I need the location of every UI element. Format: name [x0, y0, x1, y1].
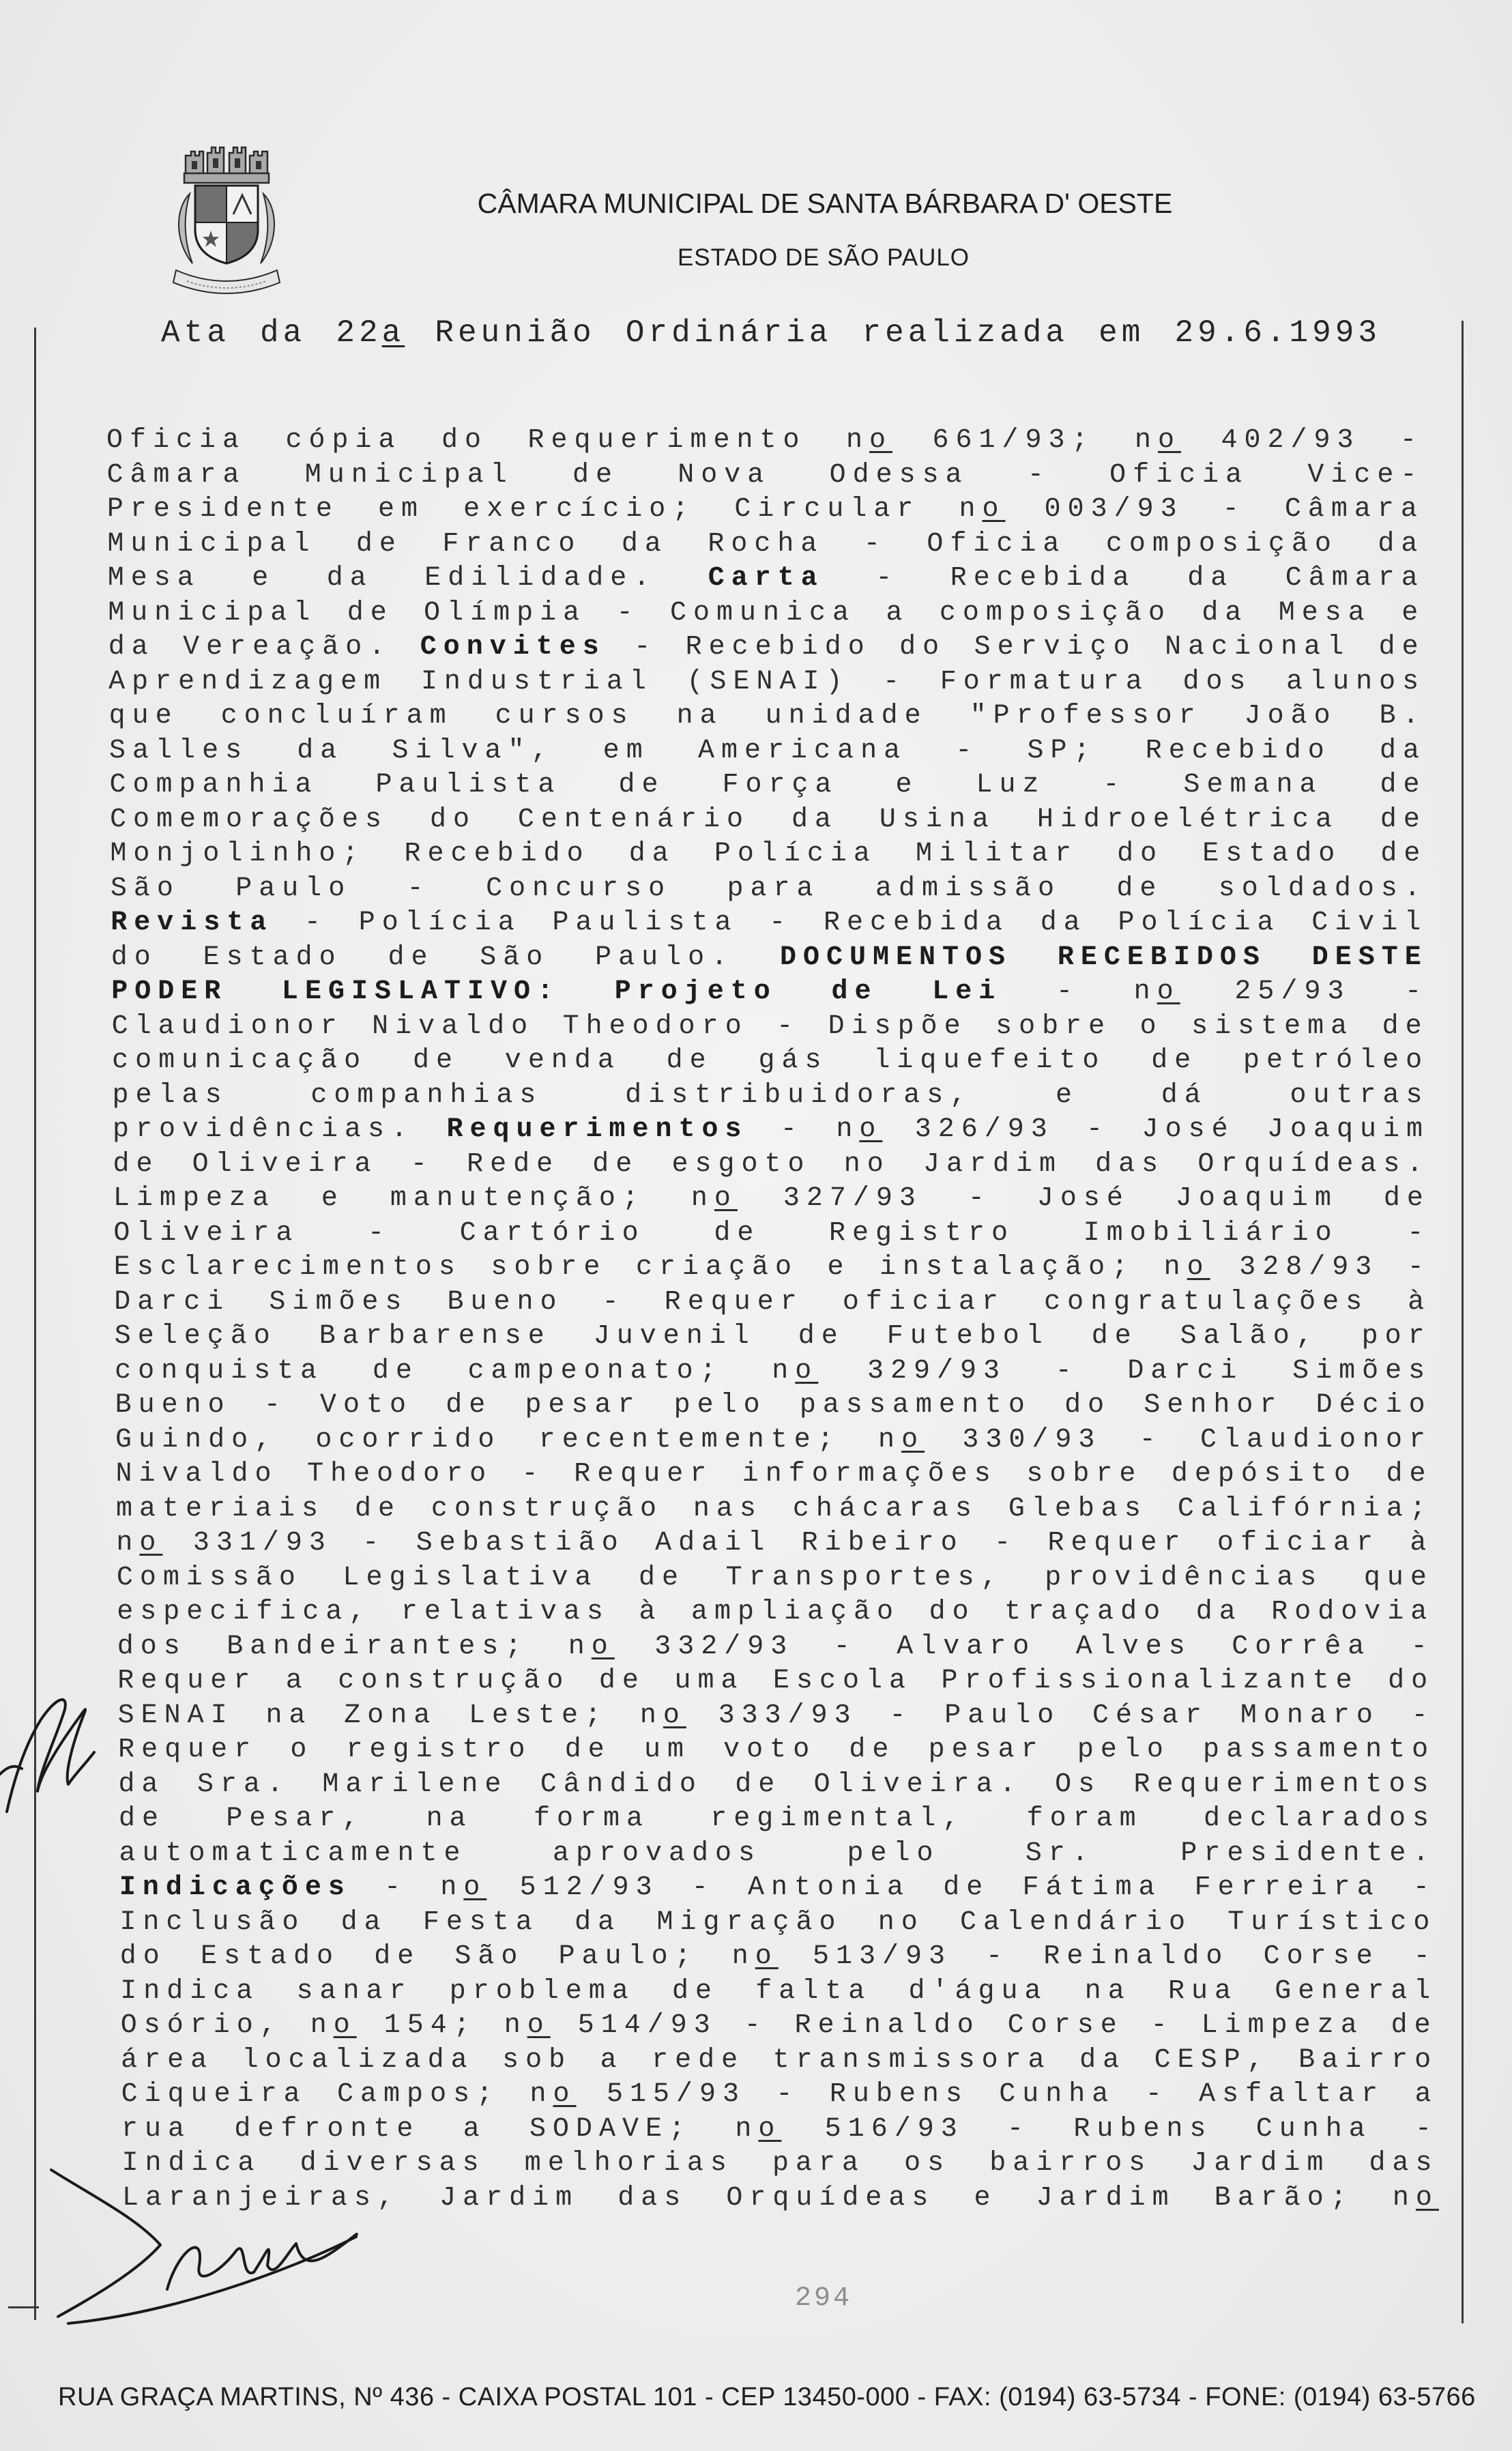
body-line: [113, 1217, 1430, 1251]
text-run: Reunião Ordinária realizada em 29.6.1993: [405, 315, 1381, 351]
body-line: [115, 1320, 1431, 1354]
ordinal-indicator: o: [139, 1528, 163, 1558]
text-run: SENAI na Zona Leste; n: [117, 1700, 663, 1731]
text-run: Oficia cópia do Requerimento n: [106, 425, 869, 456]
ordinal-indicator: o: [1415, 2182, 1439, 2214]
text-run: Seleção Barbarense Juvenil de Futebol de Salão, por: [114, 1321, 1431, 1352]
text-run: 661/93; n: [892, 425, 1158, 456]
text-run: 513/93 - Reinaldo Corse -: [778, 1941, 1437, 1972]
text-run: Salles da Silva", em Americana - SP; Recebido da: [109, 735, 1427, 766]
text-run: - Polícia Paulista - Recebida da Polícia Civil: [273, 908, 1428, 938]
text-run: 329/93 - Darci Simões: [818, 1355, 1432, 1387]
body-line: [109, 699, 1426, 734]
body-line: [122, 2181, 1439, 2216]
text-run: Companhia Paulista de Força e Luz - Semana de: [109, 770, 1427, 800]
text-run: 515/93 - Rubens Cunha - Asfaltar a: [576, 2079, 1438, 2110]
text-run: Ciqueira Campos; n: [121, 2079, 553, 2110]
right-margin-rule: [1462, 321, 1464, 2323]
body-line: [120, 1940, 1437, 1975]
body-line: [111, 872, 1427, 907]
text-run: - n: [748, 1114, 860, 1145]
ordinal-indicator: o: [1187, 1252, 1210, 1283]
text-run: - Recebido do Serviço Nacional de: [605, 632, 1425, 663]
ordinal-indicator: o: [901, 1424, 925, 1455]
body-line: [115, 1389, 1432, 1423]
body-line: [115, 1354, 1431, 1389]
text-run: Requer o registro de um voto de pesar pelo passamento: [118, 1735, 1436, 1765]
text-run: 332/93 - Alvaro Alves Corrêa -: [614, 1631, 1434, 1662]
body-line: [113, 1148, 1429, 1183]
body-line: [117, 1664, 1434, 1699]
body-line: [116, 1457, 1433, 1492]
ordinal-indicator: o: [795, 1355, 819, 1387]
text-run: Limpeza e manutenção; n: [113, 1183, 714, 1214]
coat-of-arms-icon: [172, 146, 281, 295]
body-line: [106, 424, 1423, 459]
body-line: [121, 2009, 1438, 2044]
text-run: Aprendizagem Industrial (SENAI) - Formatura dos alunos: [108, 666, 1426, 697]
body-line: [108, 665, 1425, 700]
text-run: do Estado de São Paulo.: [111, 942, 780, 973]
text-run: Municipal de Olímpia - Comunica a composição da Mesa e: [108, 597, 1425, 628]
body-line: [112, 1044, 1429, 1079]
text-run: - n: [351, 1872, 464, 1903]
body-line: [117, 1561, 1434, 1596]
body-line: [109, 734, 1426, 769]
text-run: Laranjeiras, Jardim das Orquídeas e Jardim Barão; n: [121, 2182, 1416, 2214]
text-run: de Oliveira - Rede de esgoto no Jardim das Orquídeas.: [113, 1148, 1430, 1180]
text-run: Inclusão da Festa da Migração no Calendário Turístico: [119, 1906, 1437, 1938]
text-run: Presidente em exercício; Circular n: [106, 494, 983, 525]
body-line: [121, 2078, 1438, 2113]
body-line: [116, 1492, 1433, 1527]
text-run: Claudionor Nivaldo Theodoro - Dispõe sobre o sistema de: [111, 1011, 1429, 1042]
text-run: rua defronte a SODAVE; n: [121, 2113, 759, 2145]
body-line: [110, 803, 1427, 838]
text-run: Esclarecimentos sobre criação e instalação; n: [113, 1252, 1187, 1283]
left-margin-rule: [34, 328, 36, 2320]
text-run: Darci Simões Bueno - Requer oficiar congratulações à: [114, 1286, 1431, 1318]
margin-tick: [8, 2306, 39, 2308]
body-line: [122, 2147, 1439, 2181]
text-run: Osório, n: [120, 2010, 334, 2041]
section-heading: Carta: [708, 563, 824, 594]
body-line: [116, 1526, 1433, 1561]
section-heading: Indicações: [119, 1872, 351, 1903]
section-heading: DOCUMENTOS RECEBIDOS DESTE: [779, 942, 1428, 973]
text-run: - Recebida da Câmara: [824, 563, 1425, 594]
text-run: Nivaldo Theodoro - Requer informações sobre depósito de: [115, 1459, 1433, 1490]
ordinal-indicator: o: [591, 1631, 615, 1662]
body-line: [119, 1906, 1436, 1941]
body-line: [111, 941, 1428, 976]
letterhead-footer: RUA GRAÇA MARTINS, Nº 436 - CAIXA POSTAL 101 - CEP 13450-000 - FAX: (0194) 63-5734 - FONE: (0194) 63-5766: [58, 2383, 1476, 2411]
body-line: [119, 1871, 1436, 1906]
body-line: [121, 2044, 1438, 2078]
minutes-title: [161, 314, 1381, 352]
text-run: Comissão Legislativa de Transportes, providências que: [116, 1562, 1434, 1593]
body-line: [112, 1010, 1429, 1045]
ordinal-indicator: o: [333, 2010, 357, 2041]
body-line: [108, 630, 1425, 665]
margin-initials-signature: [0, 1700, 94, 1812]
text-run: 327/93 - José Joaquim de: [737, 1183, 1430, 1214]
text-run: Municipal de Franco da Rocha - Oficia composição da: [107, 528, 1425, 560]
text-run: 25/93 -: [1180, 976, 1429, 1007]
text-run: Guindo, ocorrido recentemente; n: [115, 1424, 902, 1455]
page-number: 294: [794, 2283, 852, 2314]
body-line: [113, 1079, 1429, 1114]
text-run: n: [116, 1528, 140, 1558]
text-run: 331/93 - Sebastião Adail Ribeiro - Requer oficiar à: [162, 1528, 1434, 1558]
text-run: 333/93 - Paulo César Monaro -: [686, 1700, 1435, 1731]
text-run: 514/93 - Reinaldo Corse - Limpeza de: [550, 2010, 1438, 2041]
section-heading: Requerimentos: [446, 1114, 748, 1145]
text-run: Indica sanar problema de falta d'água na Rua General: [120, 1975, 1438, 2007]
text-run: automaticamente aprovados pelo Sr. Presidente.: [119, 1838, 1436, 1869]
body-line: [115, 1423, 1432, 1458]
text-run: 512/93 - Antonia de Fátima Ferreira -: [486, 1872, 1436, 1903]
text-run: do Estado de São Paulo; n: [119, 1941, 755, 1972]
body-line: [114, 1251, 1431, 1286]
institution-name: CÂMARA MUNICIPAL DE SANTA BÁRBARA D' OESTE: [477, 188, 1173, 219]
text-run: 328/93 -: [1210, 1252, 1431, 1283]
body-line: [110, 837, 1427, 872]
ordinal-indicator: a: [381, 315, 405, 351]
text-run: 154; n: [356, 2010, 527, 2041]
text-run: da Sra. Marilene Cândido de Oliveira. Os Requerimentos: [118, 1769, 1436, 1800]
body-line: [118, 1699, 1435, 1734]
body-line: [107, 527, 1424, 562]
text-run: Comemorações do Centenário da Usina Hidroelétrica de: [109, 804, 1427, 835]
ordinal-indicator: o: [553, 2079, 577, 2110]
text-run: 003/93 - Câmara: [1005, 494, 1424, 525]
text-run: Requer a construção de uma Escola Profissionalizante do: [117, 1666, 1435, 1696]
body-line: [108, 562, 1425, 596]
body-line: [106, 459, 1423, 493]
body-line: [121, 2113, 1438, 2147]
section-heading: Revista: [111, 908, 274, 938]
text-run: da Vereação.: [108, 632, 420, 663]
text-run: que concluíram cursos na unidade "Professor João B.: [108, 701, 1426, 731]
ordinal-indicator: o: [463, 1872, 487, 1903]
ordinal-indicator: o: [714, 1183, 738, 1214]
text-run: São Paulo - Concurso para admissão de soldados.: [110, 873, 1427, 904]
body-line: [119, 1837, 1436, 1872]
ordinal-indicator: o: [755, 1941, 779, 1972]
text-run: providências.: [113, 1114, 447, 1145]
ordinal-indicator: o: [859, 1114, 883, 1145]
text-run: Ata da 22: [161, 315, 382, 351]
text-run: 326/93 - José Joaquim: [882, 1114, 1430, 1145]
body-line: [107, 493, 1424, 527]
ordinal-indicator: o: [982, 494, 1006, 525]
ordinal-indicator: o: [1158, 425, 1182, 456]
text-run: Mesa e da Edilidade.: [107, 563, 708, 594]
body-line: [120, 1975, 1437, 2010]
ordinal-indicator: o: [527, 2010, 551, 2041]
text-run: comunicação de venda de gás liquefeito de petróleo: [112, 1045, 1429, 1076]
text-run: Bueno - Voto de pesar pelo passamento do Senhor Décio: [115, 1390, 1432, 1421]
body-line: [117, 1595, 1434, 1630]
body-line: [108, 596, 1425, 631]
text-run: Monjolinho; Recebido da Polícia Militar do Estado de: [110, 839, 1427, 869]
body-line: [111, 906, 1427, 941]
text-run: 516/93 - Rubens Cunha -: [781, 2113, 1439, 2145]
body-line: [113, 1182, 1430, 1217]
body-line: [119, 1768, 1436, 1803]
minutes-body: [106, 424, 1444, 2216]
ordinal-indicator: o: [1157, 976, 1180, 1007]
ordinal-indicator: o: [663, 1700, 686, 1731]
left-laurel: [179, 194, 192, 263]
body-line: [114, 1286, 1431, 1320]
section-heading: PODER LEGISLATIVO: Projeto de Lei: [111, 976, 1002, 1007]
text-run: Oliveira - Cartório de Registro Imobiliário -: [113, 1217, 1431, 1249]
right-laurel: [261, 194, 274, 263]
text-run: pelas companhias distribuidoras, e dá outras: [112, 1079, 1429, 1111]
body-line: [118, 1733, 1435, 1768]
text-run: conquista de campeonato; n: [115, 1355, 796, 1387]
text-run: 402/93 -: [1181, 425, 1423, 456]
text-run: dos Bandeirantes; n: [117, 1631, 592, 1662]
text-run: - n: [1002, 976, 1157, 1007]
banner-scroll: [173, 270, 280, 293]
text-run: materiais de construção nas chácaras Glebas Califórnia;: [115, 1493, 1433, 1524]
body-line: [117, 1630, 1434, 1665]
ordinal-indicator: o: [758, 2113, 782, 2145]
body-line: [111, 975, 1428, 1010]
state-name: ESTADO DE SÃO PAULO: [677, 244, 970, 271]
body-line: [119, 1802, 1436, 1837]
shield: [195, 186, 258, 263]
ordinal-indicator: o: [869, 425, 893, 456]
text-run: 330/93 - Claudionor: [925, 1424, 1433, 1455]
section-heading: Convites: [420, 632, 606, 663]
body-line: [113, 1113, 1429, 1148]
text-run: especifica, relativas à ampliação do traçado da Rodovia: [117, 1597, 1434, 1627]
text-run: área localizada sob a rede transmissora da CESP, Bairro: [121, 2044, 1438, 2076]
body-line: [110, 768, 1427, 803]
text-run: Câmara Municipal de Nova Odessa - Oficia Vice-: [106, 459, 1424, 491]
text-run: de Pesar, na forma regimental, foram declarados: [119, 1803, 1436, 1834]
text-run: Indica diversas melhorias para os bairros Jardim das: [121, 2148, 1439, 2179]
